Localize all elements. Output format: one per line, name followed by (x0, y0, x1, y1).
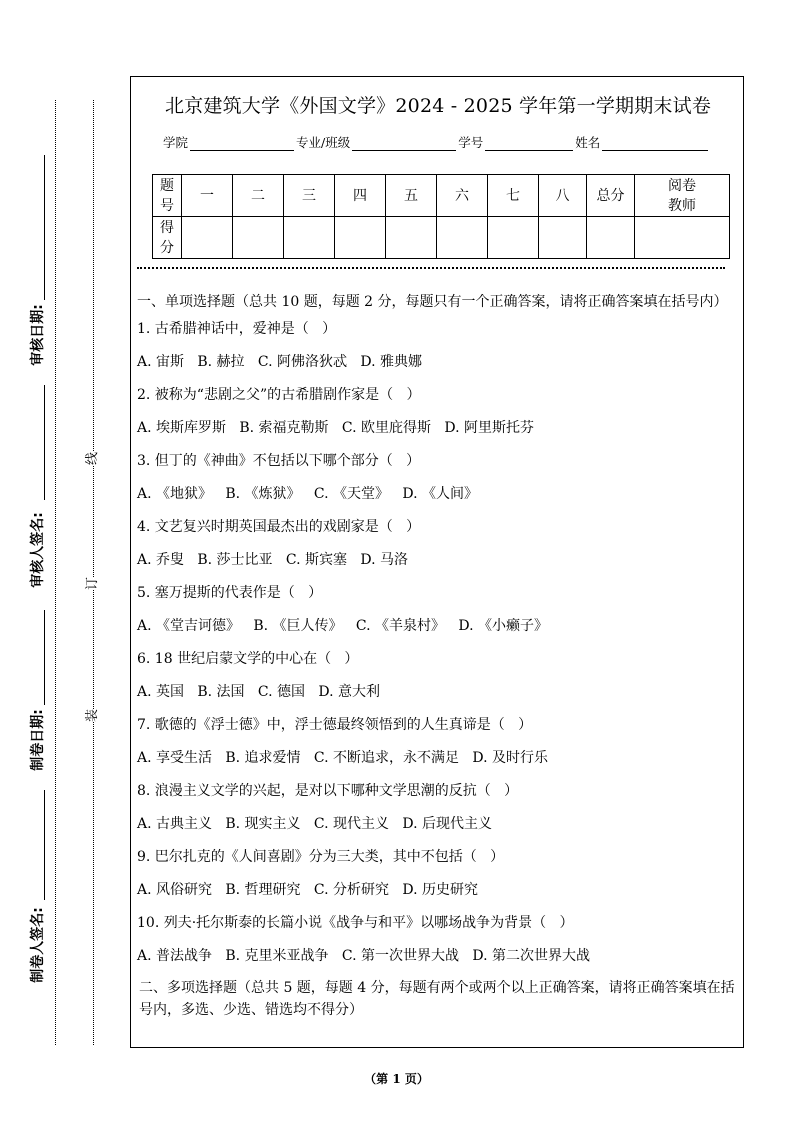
question-4: 4. 文艺复兴时期英国最杰出的戏剧家是（ ） (137, 519, 421, 535)
score-cell-reviewer[interactable] (635, 217, 730, 259)
header-cell-reviewer: 阅卷 教师 (635, 175, 730, 217)
reviewer-signature-underline (44, 385, 45, 500)
header-cell-7: 七 (488, 175, 539, 217)
header-cell-total: 总分 (587, 175, 635, 217)
score-table (152, 174, 730, 259)
binding-dotted-line-outer (55, 100, 56, 1045)
field-id-input[interactable] (485, 136, 573, 151)
binding-mark-order: 订 (80, 577, 101, 590)
header-cell-2: 二 (233, 175, 284, 217)
score-cell-4[interactable] (335, 217, 386, 259)
question-7-options: A. 享受生活 B. 追求爱情 C. 不断追求，永不满足 D. 及时行乐 (137, 750, 548, 766)
question-6: 6. 18 世纪启蒙文学的中心在（ ） (137, 651, 359, 667)
header-cell-3: 三 (284, 175, 335, 217)
score-table-score-row (153, 217, 730, 259)
header-cell-label: 题 号 (153, 175, 182, 217)
reviewer-signature-label: 审核人签名: (30, 512, 47, 588)
question-6-options: A. 英国 B. 法国 C. 德国 D. 意大利 (137, 684, 380, 700)
preparer-signature-label: 制卷人签名: (30, 907, 47, 983)
exam-frame (130, 76, 744, 1048)
question-8-options: A. 古典主义 B. 现实主义 C. 现代主义 D. 后现代主义 (137, 816, 492, 832)
student-info-row (163, 133, 710, 151)
score-cell-total[interactable] (587, 217, 635, 259)
score-row-label: 得 分 (153, 217, 182, 259)
header-cell-6: 六 (437, 175, 488, 217)
question-list (137, 313, 739, 973)
binding-mark-line: 线 (80, 452, 101, 465)
binding-dotted-line-inner (93, 100, 94, 1045)
question-2: 2. 被称为“悲剧之父”的古希腊剧作家是（ ） (137, 387, 421, 403)
field-id-label: 学号 (458, 135, 484, 150)
question-10: 10. 列夫·托尔斯泰的长篇小说《战争与和平》以哪场战争为背景（ ） (137, 915, 574, 931)
review-date-underline (44, 155, 45, 300)
question-8: 8. 浪漫主义文学的兴起，是对以下哪种文学思潮的反抗（ ） (137, 783, 519, 799)
binding-mark-bind: 装 (80, 709, 101, 722)
field-name-input[interactable] (602, 136, 708, 151)
field-college-input[interactable] (190, 136, 294, 151)
review-date-label: 审核日期: (30, 304, 47, 366)
dotted-separator (137, 267, 725, 269)
header-cell-5: 五 (386, 175, 437, 217)
question-1: 1. 古希腊神话中，爱神是（ ） (137, 321, 337, 337)
field-name-label: 姓名 (575, 135, 601, 150)
header-cell-1: 一 (182, 175, 233, 217)
exam-title: 北京建筑大学《外国文学》2024 - 2025 学年第一学期期末试卷 (164, 95, 712, 117)
question-9-options: A. 风俗研究 B. 哲理研究 C. 分析研究 D. 历史研究 (137, 882, 478, 898)
section1-instructions: 一、单项选择题（总共 10 题，每题 2 分，每题只有一个正确答案，请将正确答案填在括号内） (137, 294, 728, 310)
question-2-options: A. 埃斯库罗斯 B. 索福克勒斯 C. 欧里庇得斯 D. 阿里斯托芬 (137, 420, 534, 436)
score-cell-6[interactable] (437, 217, 488, 259)
prepare-date-underline (44, 610, 45, 705)
question-5-options: A. 《堂吉诃德》 B. 《巨人传》 C. 《羊泉村》 D. 《小癞子》 (137, 618, 548, 634)
score-cell-8[interactable] (539, 217, 587, 259)
questions-content (137, 291, 739, 1021)
question-3: 3. 但丁的《神曲》不包括以下哪个部分（ ） (137, 453, 421, 469)
question-9: 9. 巴尔扎克的《人间喜剧》分为三大类，其中不包括（ ） (137, 849, 505, 865)
score-cell-7[interactable] (488, 217, 539, 259)
question-4-options: A. 乔叟 B. 莎士比亚 C. 斯宾塞 D. 马洛 (137, 552, 408, 568)
header-cell-4: 四 (335, 175, 386, 217)
question-1-options: A. 宙斯 B. 赫拉 C. 阿佛洛狄忒 D. 雅典娜 (137, 354, 422, 370)
score-cell-3[interactable] (284, 217, 335, 259)
question-5: 5. 塞万提斯的代表作是（ ） (137, 585, 323, 601)
header-cell-8: 八 (539, 175, 587, 217)
score-cell-5[interactable] (386, 217, 437, 259)
page-number: （第 1 页） (364, 1072, 429, 1086)
question-10-options: A. 普法战争 B. 克里米亚战争 C. 第一次世界大战 D. 第二次世界大战 (137, 948, 590, 964)
question-7: 7. 歌德的《浮士德》中，浮士德最终领悟到的人生真谛是（ ） (137, 717, 533, 733)
score-table-header-row (153, 175, 730, 217)
preparer-signature-underline (44, 790, 45, 900)
score-cell-1[interactable] (182, 217, 233, 259)
field-major-input[interactable] (352, 136, 456, 151)
question-3-options: A. 《地狱》 B. 《炼狱》 C. 《天堂》 D. 《人间》 (137, 486, 478, 502)
section2-instructions: 二、多项选择题（总共 5 题，每题 4 分，每题有两个或两个以上正确答案，请将正确答案填在括号内，多选、少选、错选均不得分） (139, 980, 735, 1018)
field-major-label: 专业/班级 (296, 135, 351, 150)
field-college-label: 学院 (163, 135, 189, 150)
score-cell-2[interactable] (233, 217, 284, 259)
prepare-date-label: 制卷日期: (30, 709, 47, 771)
